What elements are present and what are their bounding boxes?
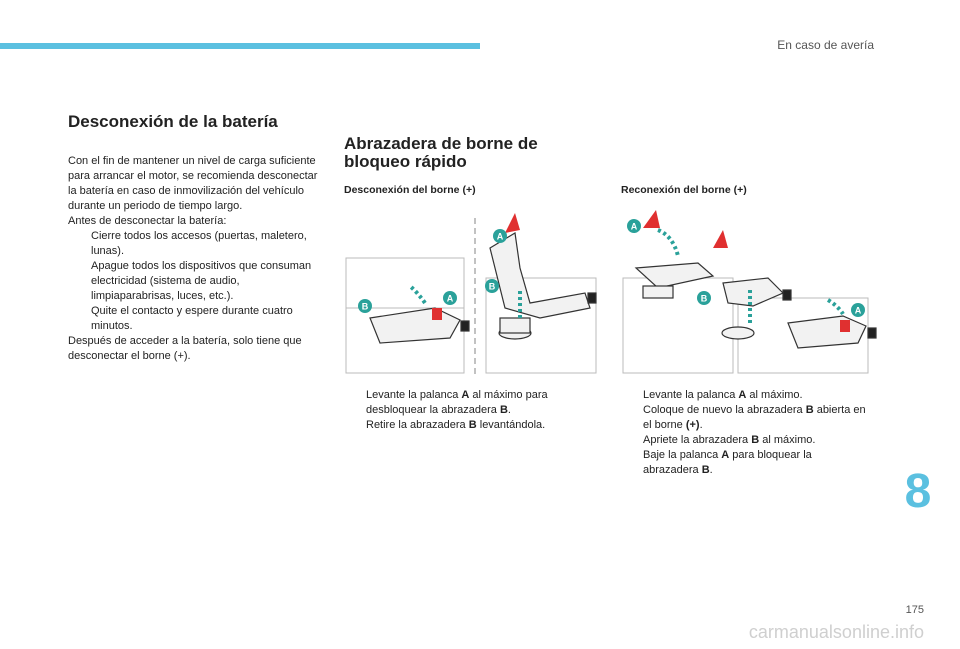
battery-bullet: Apague todos los dispositivos que consuman electricidad (sistema de audio, limpiaparabrisas, luces, etc.). (68, 259, 320, 304)
clamp-title: Abrazadera de borne de bloqueo rápido (344, 134, 538, 171)
lever-red (432, 308, 442, 320)
disconnect-steps (344, 388, 594, 433)
section-header: En caso de avería (777, 38, 874, 52)
battery-intro (68, 154, 320, 364)
step-item: Retire la abrazadera B levantándola. (366, 419, 546, 431)
disconnect-heading: Desconexión del borne (+) (344, 184, 476, 196)
step-item: Baje la palanca A para bloquear la abrazadera B. (643, 449, 812, 476)
bullet-marker (68, 304, 91, 334)
disconnect-illustration (340, 208, 602, 383)
bullet-marker (68, 259, 91, 304)
label-b: B (700, 293, 708, 304)
top-accent-bar (0, 43, 480, 49)
battery-para1: Con el fin de mantener un nivel de carga suficiente para arrancar el motor, se recomienda desconectar la batería en caso de inmovilización del vehículo durante un periodo de tiempo largo. (68, 155, 318, 212)
label-b: B (361, 301, 369, 312)
chapter-number: 8 (904, 465, 932, 518)
page-number: 175 (905, 604, 924, 616)
step-item: Coloque de nuevo la abrazadera B abierta en el borne (+). (643, 404, 866, 431)
label-a: A (854, 305, 862, 316)
battery-bullet: Cierre todos los accesos (puertas, maletero, lunas). (68, 229, 320, 259)
step-item: Apriete la abrazadera B al máximo. (643, 434, 816, 446)
battery-title: Desconexión de la batería (68, 112, 278, 131)
reconnect-heading: Reconexión del borne (+) (621, 184, 747, 196)
reconnect-illustration (618, 208, 880, 383)
label-a: A (630, 221, 638, 232)
battery-para2: Antes de desconectar la batería: (68, 215, 227, 227)
watermark: carmanualsonline.info (748, 622, 924, 642)
step-item: Levante la palanca A al máximo para desbloquear la abrazadera B. (366, 389, 548, 416)
step-item: Levante la palanca A al máximo. (643, 389, 803, 401)
lever-red (840, 320, 850, 332)
label-b: B (488, 281, 496, 292)
label-a: A (446, 293, 454, 304)
battery-bullet: Quite el contacto y espere durante cuatro minutos. (68, 304, 320, 334)
battery-para3: Después de acceder a la batería, solo tiene que desconectar el borne (+). (68, 335, 302, 362)
reconnect-steps (621, 388, 867, 478)
bullet-marker (68, 229, 91, 259)
label-a: A (496, 231, 504, 242)
